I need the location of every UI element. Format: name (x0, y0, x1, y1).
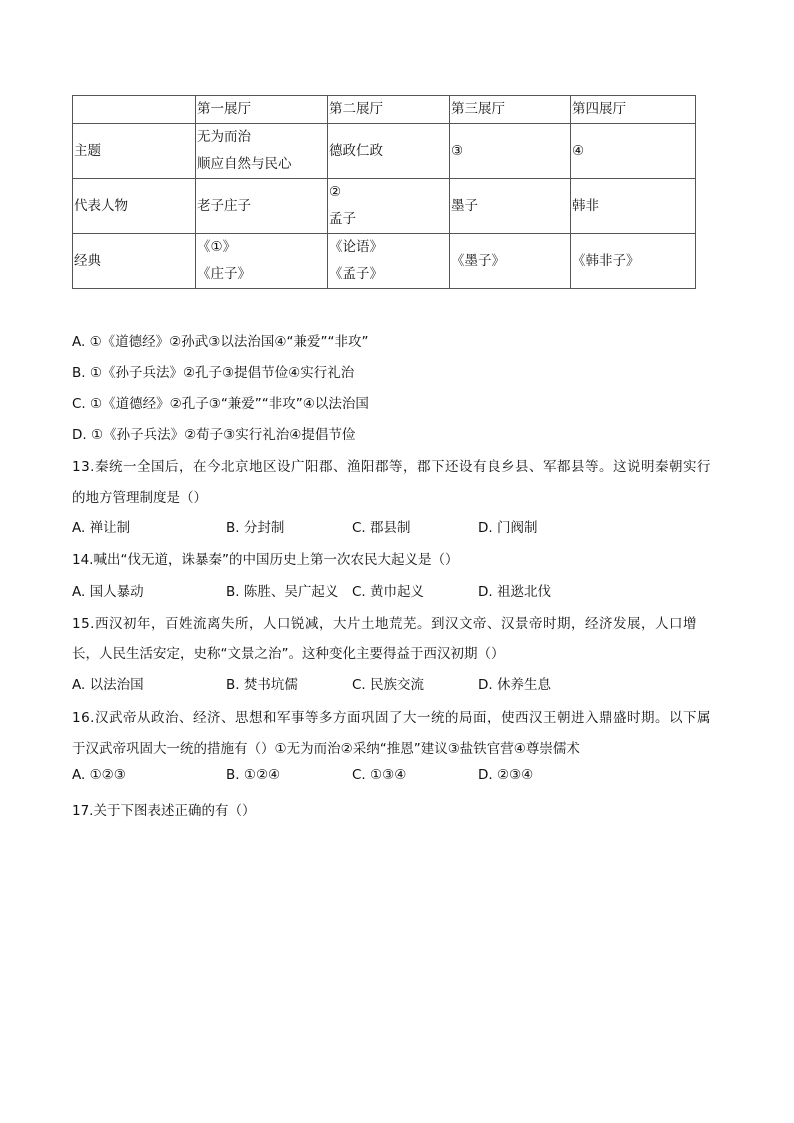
q14-option-a: A. 国人暴动 (72, 584, 144, 600)
q16-stem-line-1: 16.汉武帝从政治、经济、思想和军事等多方面巩固了大一统的局面，使西汉王朝进入鼎盛时期。以下属 (72, 710, 711, 726)
q15-option-b: B. 焚书坑儒 (226, 677, 298, 693)
table-row-classics (73, 234, 696, 289)
q14-stem: 14.喊出“伐无道，诛暴秦”的中国历史上第一次农民大起义是（） (72, 552, 459, 568)
table-cell: ④ (571, 124, 696, 179)
q15-stem-line-1: 15.西汉初年，百姓流离失所，人口锐减，大片土地荒芜。到汉文帝、汉景帝时期，经济发展，人口增 (72, 616, 697, 632)
q13-stem-line-1: 13.秦统一全国后，在今北京地区设广阳郡、渔阳郡等，郡下还设有良乡县、军都县等。这说明秦朝实行 (72, 459, 711, 475)
q12-option-c: C. ①《道德经》②孔子③“兼爱”“非攻”④以法治国 (72, 396, 369, 412)
q13-option-c: C. 郡县制 (352, 520, 411, 536)
table-header-row (73, 96, 696, 124)
table-cell: 墨子 (450, 179, 571, 234)
table-cell: 老子庄子 (196, 179, 328, 234)
table-cell: 《韩非子》 (571, 234, 696, 289)
q13-option-d: D. 门阀制 (478, 520, 538, 536)
table-header-hall-1: 第一展厅 (196, 96, 328, 124)
table-cell: 《论语》 《孟子》 (328, 234, 450, 289)
q15-stem-line-2: 长，人民生活安定，史称“文景之治”。这种变化主要得益于西汉初期（） (72, 646, 505, 662)
q16-option-a: A. ①②③ (72, 767, 126, 783)
q15-option-c: C. 民族交流 (352, 677, 425, 693)
table-cell: 韩非 (571, 179, 696, 234)
table-cell: 《①》 《庄子》 (196, 234, 328, 289)
table-cell: 《墨子》 (450, 234, 571, 289)
q13-stem-line-2: 的地方管理制度是（） (72, 490, 207, 506)
row-label: 主题 (73, 124, 196, 179)
table-row-theme (73, 124, 696, 179)
q13-option-a: A. 禅让制 (72, 520, 131, 536)
q15-option-d: D. 休养生息 (478, 677, 551, 693)
q16-stem-line-2: 于汉武帝巩固大一统的措施有（）①无为而治②采纳“推恩”建议③盐铁官营④尊崇儒术 (72, 741, 580, 757)
table-corner-cell (73, 96, 196, 124)
q16-option-d: D. ②③④ (478, 767, 534, 783)
table-cell: 德政仁政 (328, 124, 450, 179)
table-cell: ② 孟子 (328, 179, 450, 234)
q13-option-b: B. 分封制 (226, 520, 285, 536)
q14-option-c: C. 黄巾起义 (352, 584, 425, 600)
q14-option-d: D. 祖逖北伐 (478, 584, 551, 600)
q16-option-c: C. ①③④ (352, 767, 407, 783)
row-label: 代表人物 (73, 179, 196, 234)
exhibit-table (72, 95, 696, 289)
table-cell: ③ (450, 124, 571, 179)
q17-stem: 17.关于下图表述正确的有（） (72, 803, 256, 819)
q14-option-b: B. 陈胜、吴广起义 (226, 584, 339, 600)
table-header-hall-2: 第二展厅 (328, 96, 450, 124)
row-label: 经典 (73, 234, 196, 289)
table-header-hall-4: 第四展厅 (571, 96, 696, 124)
q12-option-d: D. ①《孙子兵法》②荀子③实行礼治④提倡节俭 (72, 427, 356, 443)
q12-option-a: A. ①《道德经》②孙武③以法治国④“兼爱”“非攻” (72, 334, 369, 350)
q15-option-a: A. 以法治国 (72, 677, 144, 693)
table-row-figures (73, 179, 696, 234)
q16-option-b: B. ①②④ (226, 767, 281, 783)
q12-option-b: B. ①《孙子兵法》②孔子③提倡节俭④实行礼治 (72, 365, 355, 381)
table-header-hall-3: 第三展厅 (450, 96, 571, 124)
table-cell: 无为而治 顺应自然与民心 (196, 124, 328, 179)
